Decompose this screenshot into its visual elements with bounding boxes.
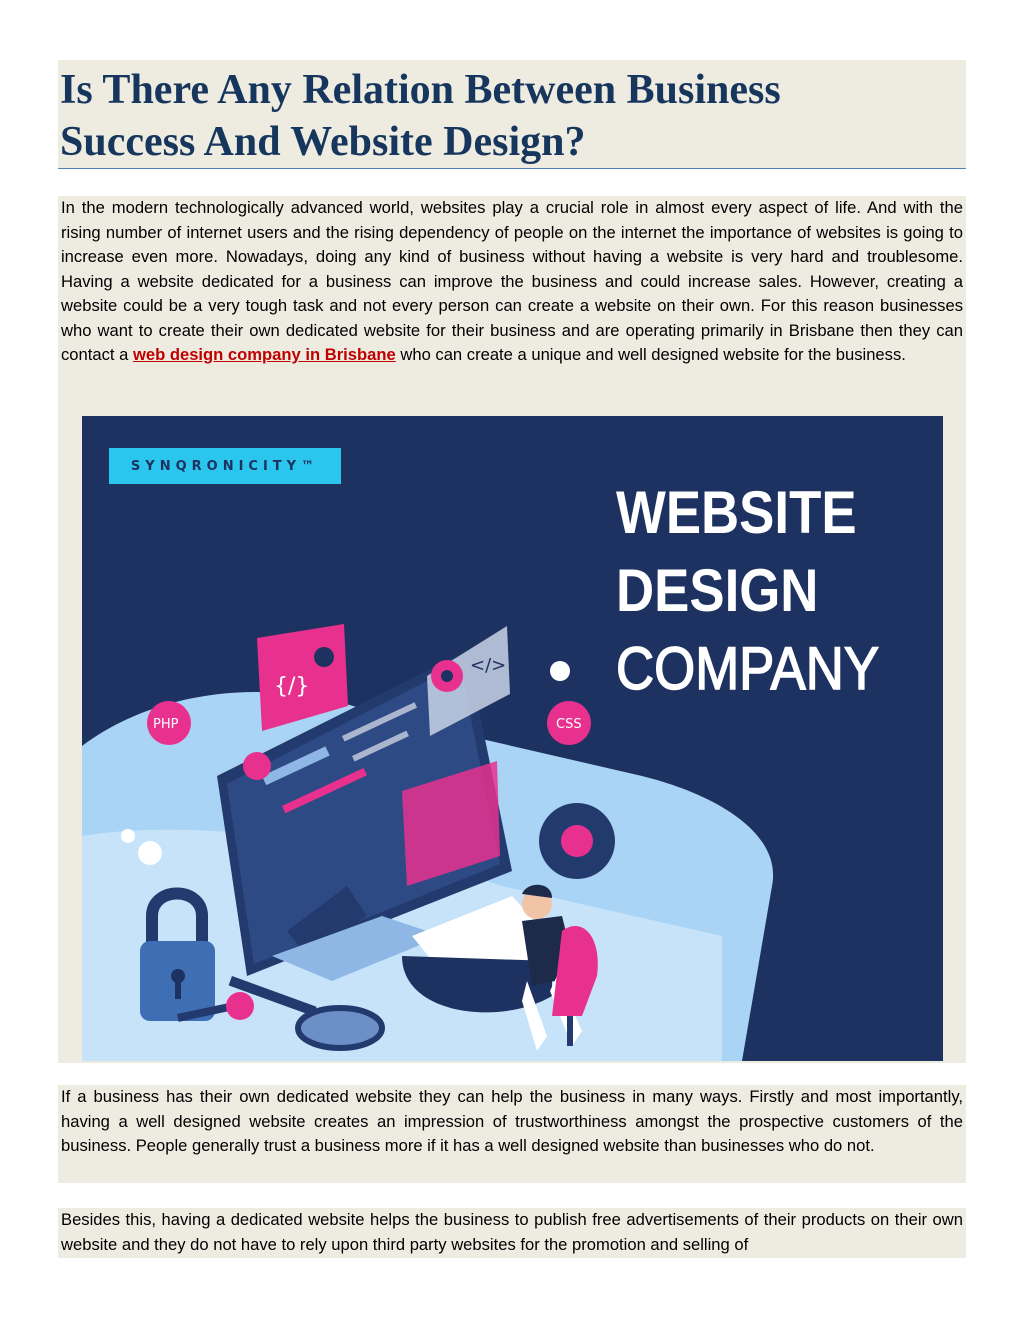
- synqronicity-logo: SYNQRONICITY™: [109, 448, 341, 484]
- big-gear-icon: [539, 803, 615, 879]
- php-badge-icon: [147, 701, 191, 745]
- hero-image-frame: [58, 416, 966, 1063]
- css-badge-icon: [547, 701, 591, 745]
- page-title: [58, 60, 966, 168]
- intro-text-before-link: In the modern technologically advanced world, websites play a crucial role in almost every aspect of life. And with the rising number of internet users and the rising dependency of people on the internet the importance of websites is going to increase even more. Nowadays, doing any kind of business without having a website is very hard and troublesome. Having a website dedicated for a business can improve the business and could increase sales. However, creating a website could be a very tough task and not every person can create a website on their own. For this reason businesses who want to create their own dedicated website for their business and are operating primarily in Brisbane then they can contact a: [61, 198, 963, 364]
- code-tag-text: </>: [470, 655, 507, 676]
- headline-design: DESIGN: [616, 557, 819, 624]
- map-pin-icon: [550, 661, 570, 681]
- title-block: [58, 60, 966, 169]
- php-badge-text: PHP: [153, 717, 179, 732]
- title-line-2: Success And Website Design?: [60, 119, 586, 165]
- hero-image: [82, 416, 943, 1061]
- headline-website: WEBSITE: [616, 479, 857, 546]
- small-gear-icon: [138, 841, 162, 865]
- intro-paragraph: [58, 196, 966, 416]
- paragraph-benefits: If a business has their own dedicated website they can help the business in many ways. Firstly and most importantly, having a well designed website creates an impression of trustworthiness amongst the prospective customers of the business. People generally trust a business more if it has a well designed website than businesses who do not.: [58, 1085, 966, 1183]
- paragraph-advertising: Besides this, having a dedicated website helps the business to publish free advertisements of their products on their own website and they do not have to rely upon third party websites for the promotion and selling of: [58, 1208, 966, 1258]
- intro-text-after-link: who can create a unique and well designed website for the business.: [395, 345, 906, 364]
- css-badge-text: CSS: [556, 717, 582, 732]
- web-design-company-link[interactable]: web design company in Brisbane: [132, 345, 396, 364]
- headline-company: COMPANY: [616, 635, 880, 702]
- code-tag-braces: {/}: [274, 674, 310, 699]
- title-line-1: Is There Any Relation Between Business: [60, 67, 781, 113]
